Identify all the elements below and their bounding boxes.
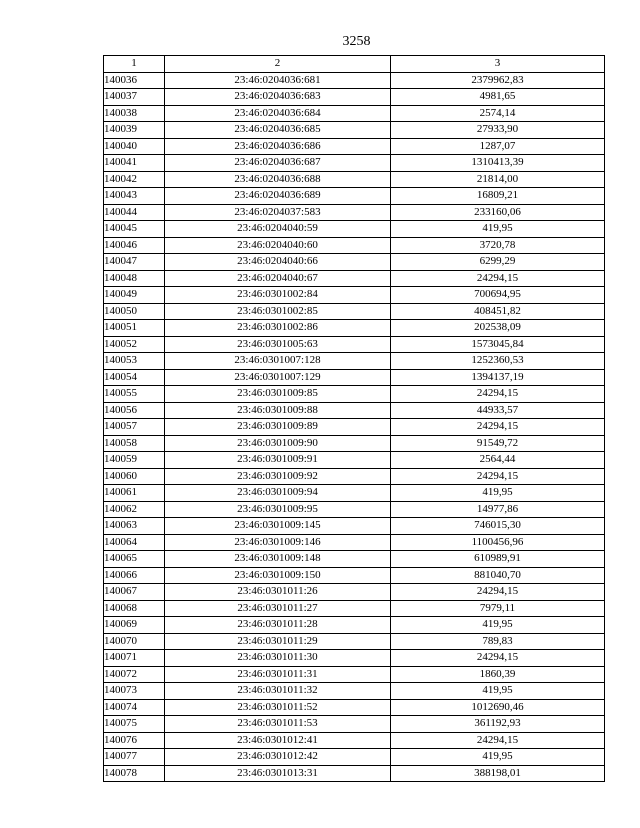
table-row [104, 237, 605, 254]
cadastral-number-cell: 23:46:0301011:53 [165, 716, 391, 733]
cadastral-number-cell: 23:46:0301007:129 [165, 369, 391, 386]
value-cell: 3720,78 [391, 237, 605, 254]
cadastral-number-cell: 23:46:0204036:685 [165, 122, 391, 139]
cadastral-number-cell: 23:46:0301011:27 [165, 600, 391, 617]
value-cell: 610989,91 [391, 551, 605, 568]
cadastral-number-cell: 23:46:0204036:683 [165, 89, 391, 106]
row-number-cell: 140078 [104, 765, 165, 782]
table-row [104, 89, 605, 106]
row-number-cell: 140051 [104, 320, 165, 337]
row-number-cell: 140045 [104, 221, 165, 238]
cadastral-number-cell: 23:46:0204036:687 [165, 155, 391, 172]
value-cell: 1252360,53 [391, 353, 605, 370]
table-row [104, 584, 605, 601]
value-cell: 881040,70 [391, 567, 605, 584]
table-row [104, 369, 605, 386]
value-cell: 1860,39 [391, 666, 605, 683]
value-cell: 1012690,46 [391, 699, 605, 716]
value-cell: 24294,15 [391, 650, 605, 667]
cadastral-number-cell: 23:46:0301013:31 [165, 765, 391, 782]
cadastral-number-cell: 23:46:0301005:63 [165, 336, 391, 353]
value-cell: 419,95 [391, 221, 605, 238]
value-cell: 2564,44 [391, 452, 605, 469]
column-header-number: 1 [104, 56, 165, 73]
table-body [104, 72, 605, 782]
value-cell: 1100456,96 [391, 534, 605, 551]
row-number-cell: 140046 [104, 237, 165, 254]
cadastral-number-cell: 23:46:0301011:30 [165, 650, 391, 667]
cadastral-number-cell: 23:46:0301009:94 [165, 485, 391, 502]
value-cell: 408451,82 [391, 303, 605, 320]
table-row [104, 419, 605, 436]
cadastral-number-cell: 23:46:0301009:92 [165, 468, 391, 485]
value-cell: 6299,29 [391, 254, 605, 271]
cadastral-number-cell: 23:46:0301009:95 [165, 501, 391, 518]
value-cell: 44933,57 [391, 402, 605, 419]
table-row [104, 287, 605, 304]
cadastral-number-cell: 23:46:0204036:681 [165, 72, 391, 89]
row-number-cell: 140064 [104, 534, 165, 551]
value-cell: 746015,30 [391, 518, 605, 535]
table-row [104, 534, 605, 551]
value-cell: 419,95 [391, 683, 605, 700]
table-row [104, 468, 605, 485]
row-number-cell: 140039 [104, 122, 165, 139]
table-row [104, 633, 605, 650]
column-header-cadastral-number: 2 [165, 56, 391, 73]
row-number-cell: 140040 [104, 138, 165, 155]
cadastral-number-cell: 23:46:0301009:90 [165, 435, 391, 452]
column-header-value: 3 [391, 56, 605, 73]
row-number-cell: 140060 [104, 468, 165, 485]
row-number-cell: 140063 [104, 518, 165, 535]
table-row [104, 386, 605, 403]
cadastral-number-cell: 23:46:0301009:146 [165, 534, 391, 551]
cadastral-number-cell: 23:46:0301009:85 [165, 386, 391, 403]
cadastral-number-cell: 23:46:0301012:41 [165, 732, 391, 749]
cadastral-number-cell: 23:46:0301011:31 [165, 666, 391, 683]
value-cell: 202538,09 [391, 320, 605, 337]
value-cell: 233160,06 [391, 204, 605, 221]
table-row [104, 617, 605, 634]
row-number-cell: 140074 [104, 699, 165, 716]
cadastral-number-cell: 23:46:0204036:688 [165, 171, 391, 188]
table-row [104, 683, 605, 700]
table-row [104, 320, 605, 337]
row-number-cell: 140056 [104, 402, 165, 419]
table-row [104, 518, 605, 535]
table-row [104, 138, 605, 155]
value-cell: 1394137,19 [391, 369, 605, 386]
row-number-cell: 140048 [104, 270, 165, 287]
cadastral-number-cell: 23:46:0301009:88 [165, 402, 391, 419]
row-number-cell: 140062 [104, 501, 165, 518]
cadastral-number-cell: 23:46:0301011:52 [165, 699, 391, 716]
table-row [104, 716, 605, 733]
row-number-cell: 140047 [104, 254, 165, 271]
table-row [104, 105, 605, 122]
row-number-cell: 140075 [104, 716, 165, 733]
row-number-cell: 140052 [104, 336, 165, 353]
value-cell: 91549,72 [391, 435, 605, 452]
row-number-cell: 140059 [104, 452, 165, 469]
value-cell: 419,95 [391, 749, 605, 766]
table-row [104, 171, 605, 188]
table-row [104, 485, 605, 502]
cadastral-number-cell: 23:46:0301011:29 [165, 633, 391, 650]
value-cell: 21814,00 [391, 171, 605, 188]
value-cell: 361192,93 [391, 716, 605, 733]
cadastral-number-cell: 23:46:0301009:145 [165, 518, 391, 535]
row-number-cell: 140068 [104, 600, 165, 617]
table-row [104, 303, 605, 320]
row-number-cell: 140067 [104, 584, 165, 601]
cadastral-number-cell: 23:46:0301011:26 [165, 584, 391, 601]
table-row [104, 402, 605, 419]
row-number-cell: 140071 [104, 650, 165, 667]
table-row [104, 435, 605, 452]
value-cell: 24294,15 [391, 468, 605, 485]
row-number-cell: 140076 [104, 732, 165, 749]
row-number-cell: 140065 [104, 551, 165, 568]
value-cell: 27933,90 [391, 122, 605, 139]
value-cell: 419,95 [391, 485, 605, 502]
row-number-cell: 140041 [104, 155, 165, 172]
cadastral-number-cell: 23:46:0301012:42 [165, 749, 391, 766]
row-number-cell: 140042 [104, 171, 165, 188]
value-cell: 24294,15 [391, 270, 605, 287]
cadastral-number-cell: 23:46:0301007:128 [165, 353, 391, 370]
table-row [104, 765, 605, 782]
value-cell: 7979,11 [391, 600, 605, 617]
cadastral-number-cell: 23:46:0301009:89 [165, 419, 391, 436]
value-cell: 24294,15 [391, 386, 605, 403]
table-row [104, 452, 605, 469]
table-row [104, 72, 605, 89]
cadastral-number-cell: 23:46:0301009:148 [165, 551, 391, 568]
value-cell: 1287,07 [391, 138, 605, 155]
table-row [104, 650, 605, 667]
value-cell: 1310413,39 [391, 155, 605, 172]
row-number-cell: 140061 [104, 485, 165, 502]
table-row [104, 204, 605, 221]
cadastral-number-cell: 23:46:0204036:686 [165, 138, 391, 155]
cadastral-number-cell: 23:46:0204037:583 [165, 204, 391, 221]
cadastral-number-cell: 23:46:0204040:60 [165, 237, 391, 254]
row-number-cell: 140036 [104, 72, 165, 89]
row-number-cell: 140058 [104, 435, 165, 452]
page-number: 3258 [342, 34, 371, 49]
table-row [104, 188, 605, 205]
cadastral-number-cell: 23:46:0301002:86 [165, 320, 391, 337]
row-number-cell: 140077 [104, 749, 165, 766]
row-number-cell: 140038 [104, 105, 165, 122]
cadastral-number-cell: 23:46:0301009:91 [165, 452, 391, 469]
row-number-cell: 140044 [104, 204, 165, 221]
row-number-cell: 140043 [104, 188, 165, 205]
row-number-cell: 140053 [104, 353, 165, 370]
value-cell: 4981,65 [391, 89, 605, 106]
value-cell: 16809,21 [391, 188, 605, 205]
row-number-cell: 140050 [104, 303, 165, 320]
value-cell: 24294,15 [391, 732, 605, 749]
value-cell: 789,83 [391, 633, 605, 650]
table-row [104, 270, 605, 287]
cadastral-number-cell: 23:46:0204036:689 [165, 188, 391, 205]
cadastral-number-cell: 23:46:0301002:85 [165, 303, 391, 320]
row-number-cell: 140057 [104, 419, 165, 436]
value-cell: 2379962,83 [391, 72, 605, 89]
value-cell: 24294,15 [391, 419, 605, 436]
table-row [104, 155, 605, 172]
table-row [104, 699, 605, 716]
cadastral-number-cell: 23:46:0204040:67 [165, 270, 391, 287]
cadastral-number-cell: 23:46:0204040:66 [165, 254, 391, 271]
table-row [104, 749, 605, 766]
table-row [104, 336, 605, 353]
cadastral-number-cell: 23:46:0204040:59 [165, 221, 391, 238]
row-number-cell: 140049 [104, 287, 165, 304]
table-row [104, 353, 605, 370]
cadastral-number-cell: 23:46:0301009:150 [165, 567, 391, 584]
row-number-cell: 140055 [104, 386, 165, 403]
table-row [104, 567, 605, 584]
value-cell: 14977,86 [391, 501, 605, 518]
table-row [104, 732, 605, 749]
row-number-cell: 140037 [104, 89, 165, 106]
cadastral-number-cell: 23:46:0301011:28 [165, 617, 391, 634]
table-row [104, 600, 605, 617]
value-cell: 1573045,84 [391, 336, 605, 353]
row-number-cell: 140054 [104, 369, 165, 386]
cadastral-number-cell: 23:46:0204036:684 [165, 105, 391, 122]
row-number-cell: 140066 [104, 567, 165, 584]
table-header-row [104, 56, 605, 73]
value-cell: 419,95 [391, 617, 605, 634]
table-row [104, 122, 605, 139]
table-row [104, 254, 605, 271]
row-number-cell: 140069 [104, 617, 165, 634]
table-row [104, 666, 605, 683]
cadastral-number-cell: 23:46:0301002:84 [165, 287, 391, 304]
cadastral-number-cell: 23:46:0301011:32 [165, 683, 391, 700]
value-cell: 700694,95 [391, 287, 605, 304]
row-number-cell: 140073 [104, 683, 165, 700]
value-cell: 388198,01 [391, 765, 605, 782]
table-row [104, 501, 605, 518]
cadastral-value-table [103, 55, 605, 782]
row-number-cell: 140072 [104, 666, 165, 683]
value-cell: 24294,15 [391, 584, 605, 601]
row-number-cell: 140070 [104, 633, 165, 650]
table-row [104, 551, 605, 568]
table-row [104, 221, 605, 238]
value-cell: 2574,14 [391, 105, 605, 122]
